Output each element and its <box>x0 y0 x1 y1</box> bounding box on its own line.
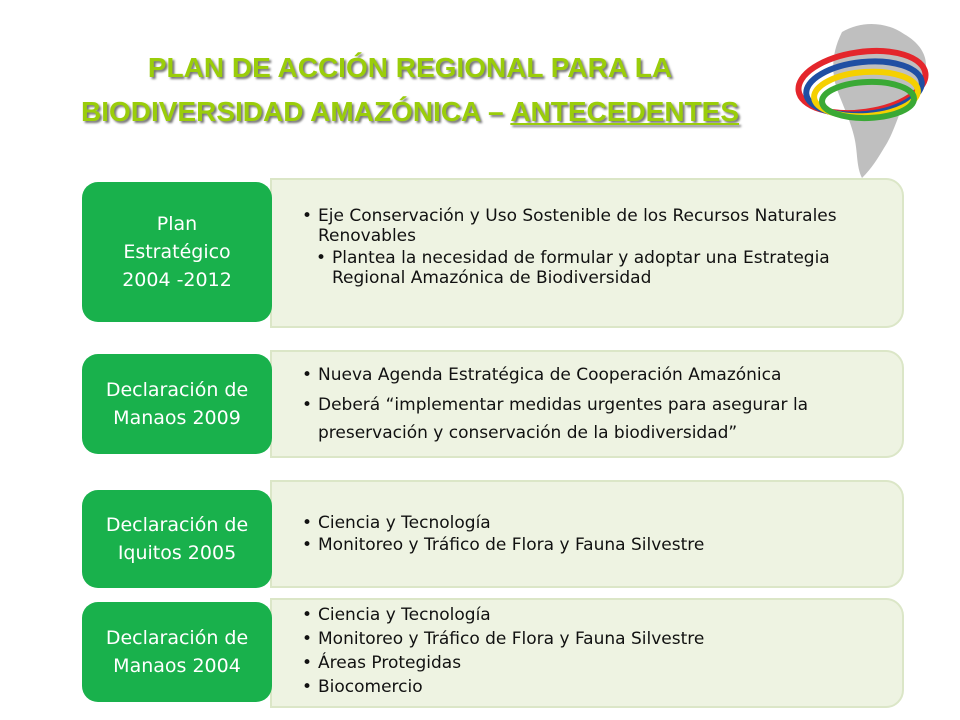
label-line: Declaración de <box>105 514 249 536</box>
label-line: Plan <box>156 213 198 235</box>
title-line-1: PLAN DE ACCIÓN REGIONAL PARA LA <box>147 52 673 83</box>
row-label <box>82 182 272 322</box>
row-label <box>82 602 272 702</box>
bullet-item: • Ciencia y Tecnología <box>302 604 890 626</box>
bullet-item: • Ciencia y Tecnología <box>302 513 890 533</box>
bullet-list <box>302 178 890 316</box>
bullet-item: • Monitoreo y Tráfico de Flora y Fauna Silvestre <box>302 535 890 555</box>
label-line: Declaración de <box>105 379 249 401</box>
slide-title <box>0 46 820 134</box>
title-underlined-word: ANTECEDENTES <box>510 96 740 127</box>
row-label <box>82 354 272 454</box>
row-iquitos-2005 <box>0 480 960 588</box>
label-line: Declaración de <box>105 627 249 649</box>
row-manaos-2009 <box>0 350 960 458</box>
row-plan-estrategico <box>0 178 960 328</box>
label-line: Iquitos 2005 <box>117 542 237 564</box>
label-line: Manaos 2004 <box>113 655 241 677</box>
bullet-item: • Deberá “implementar medidas urgentes para asegurar la preservación y conservación de la biodiversidad” <box>302 391 890 447</box>
bullet-item: • Monitoreo y Tráfico de Flora y Fauna Silvestre <box>302 628 890 650</box>
south-america-rings-logo-icon <box>792 12 952 182</box>
title-line-2-prefix: BIODIVERSIDAD AMAZÓNICA – <box>80 96 511 127</box>
bullet-item: • Nueva Agenda Estratégica de Cooperación Amazónica <box>302 361 890 389</box>
bullet-item: • Biocomercio <box>302 676 890 698</box>
bullet-list <box>302 350 890 458</box>
row-manaos-2004 <box>0 598 960 708</box>
bullet-item: • Áreas Protegidas <box>302 652 890 674</box>
title-line-2 <box>0 90 820 134</box>
label-line: Manaos 2009 <box>113 407 241 429</box>
label-line: 2004 -2012 <box>122 269 232 291</box>
row-label <box>82 490 272 588</box>
bullet-item: • Plantea la necesidad de formular y adoptar una Estrategia Regional Amazónica de Biodiversidad <box>316 248 890 288</box>
bullet-list <box>302 480 890 588</box>
bullet-list <box>302 594 890 708</box>
label-line: Estratégico <box>123 241 231 263</box>
bullet-item: • Eje Conservación y Uso Sostenible de los Recursos Naturales Renovables <box>302 206 890 246</box>
